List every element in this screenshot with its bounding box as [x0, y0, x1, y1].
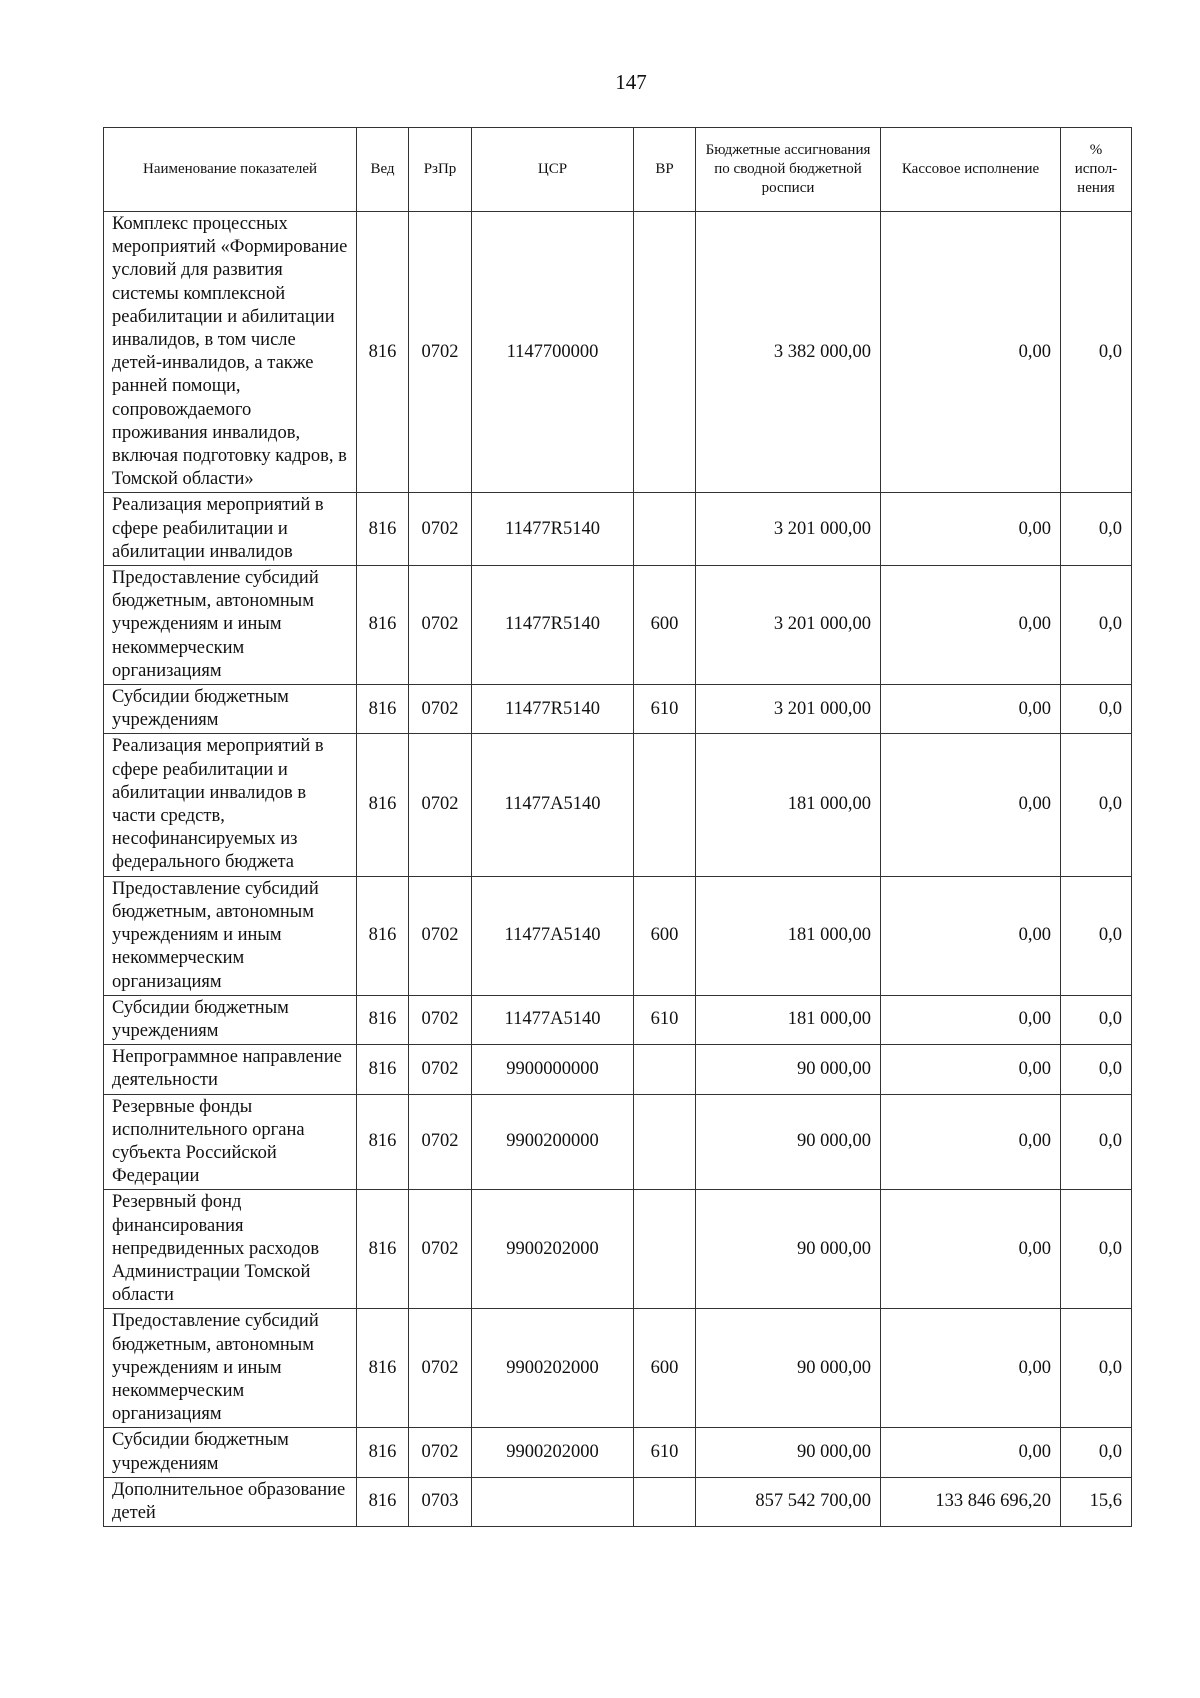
cell-cash-execution: 0,00 — [881, 734, 1061, 876]
header-name: Наименование показателей — [104, 128, 357, 212]
cell-rzpr: 0702 — [409, 566, 472, 685]
cell-cash-execution: 133 846 696,20 — [881, 1477, 1061, 1526]
cell-cash-execution: 0,00 — [881, 1094, 1061, 1190]
cell-budget-allocation: 857 542 700,00 — [696, 1477, 881, 1526]
cell-execution-percent: 0,0 — [1061, 685, 1132, 734]
cell-execution-percent: 0,0 — [1061, 1428, 1132, 1477]
cell-ved: 816 — [357, 212, 409, 493]
cell-name: Комплекс процессных мероприятий «Формирование условий для развития системы комплексной реабилитации и абилитации инвалидов, в том числе детей-инвалидов, а также ранней помощи, сопровождаемого проживания инвалидов, включая подготовку кадров, в Томской области» — [104, 212, 357, 493]
cell-vr: 600 — [634, 876, 696, 995]
cell-name: Реализация мероприятий в сфере реабилитации и абилитации инвалидов в части средств, несофинансируемых из федерального бюджета — [104, 734, 357, 876]
table-row — [104, 995, 1132, 1044]
table-row — [104, 876, 1132, 995]
page-number: 147 — [615, 70, 647, 94]
table-row — [104, 1045, 1132, 1094]
table-body — [104, 212, 1132, 1527]
cell-execution-percent: 0,0 — [1061, 493, 1132, 566]
cell-rzpr: 0702 — [409, 1045, 472, 1094]
header-cash-execution: Кассовое исполнение — [881, 128, 1061, 212]
cell-execution-percent: 0,0 — [1061, 566, 1132, 685]
cell-budget-allocation: 90 000,00 — [696, 1309, 881, 1428]
table-row — [104, 212, 1132, 493]
cell-vr — [634, 1190, 696, 1309]
cell-rzpr: 0702 — [409, 876, 472, 995]
table-row — [104, 1094, 1132, 1190]
cell-cash-execution: 0,00 — [881, 1428, 1061, 1477]
cell-ved: 816 — [357, 1094, 409, 1190]
cell-budget-allocation: 90 000,00 — [696, 1428, 881, 1477]
cell-cash-execution: 0,00 — [881, 212, 1061, 493]
cell-budget-allocation: 181 000,00 — [696, 876, 881, 995]
cell-cash-execution: 0,00 — [881, 1309, 1061, 1428]
cell-execution-percent: 0,0 — [1061, 212, 1132, 493]
budget-execution-table — [103, 127, 1132, 1527]
cell-budget-allocation: 3 201 000,00 — [696, 493, 881, 566]
cell-rzpr: 0703 — [409, 1477, 472, 1526]
cell-name: Субсидии бюджетным учреждениям — [104, 685, 357, 734]
cell-vr — [634, 493, 696, 566]
cell-rzpr: 0702 — [409, 212, 472, 493]
cell-csr: 9900202000 — [472, 1309, 634, 1428]
cell-vr — [634, 734, 696, 876]
cell-budget-allocation: 3 201 000,00 — [696, 685, 881, 734]
table-row — [104, 493, 1132, 566]
cell-name: Резервные фонды исполнительного органа субъекта Российской Федерации — [104, 1094, 357, 1190]
cell-vr: 600 — [634, 566, 696, 685]
cell-execution-percent: 0,0 — [1061, 1094, 1132, 1190]
header-execution-percent: % испол-нения — [1061, 128, 1132, 212]
cell-vr: 610 — [634, 995, 696, 1044]
cell-rzpr: 0702 — [409, 685, 472, 734]
cell-ved: 816 — [357, 1309, 409, 1428]
cell-cash-execution: 0,00 — [881, 493, 1061, 566]
cell-cash-execution: 0,00 — [881, 1190, 1061, 1309]
cell-execution-percent: 15,6 — [1061, 1477, 1132, 1526]
table-row — [104, 685, 1132, 734]
cell-csr: 1147700000 — [472, 212, 634, 493]
cell-execution-percent: 0,0 — [1061, 1045, 1132, 1094]
cell-ved: 816 — [357, 685, 409, 734]
cell-csr: 9900000000 — [472, 1045, 634, 1094]
cell-budget-allocation: 90 000,00 — [696, 1190, 881, 1309]
cell-csr: 9900202000 — [472, 1190, 634, 1309]
cell-csr: 11477A5140 — [472, 734, 634, 876]
cell-ved: 816 — [357, 1477, 409, 1526]
cell-ved: 816 — [357, 1428, 409, 1477]
cell-name: Субсидии бюджетным учреждениям — [104, 995, 357, 1044]
table-row — [104, 1428, 1132, 1477]
cell-rzpr: 0702 — [409, 493, 472, 566]
cell-name: Непрограммное направление деятельности — [104, 1045, 357, 1094]
cell-execution-percent: 0,0 — [1061, 734, 1132, 876]
cell-cash-execution: 0,00 — [881, 1045, 1061, 1094]
cell-vr: 610 — [634, 1428, 696, 1477]
cell-csr: 11477A5140 — [472, 876, 634, 995]
cell-csr: 9900200000 — [472, 1094, 634, 1190]
cell-budget-allocation: 3 382 000,00 — [696, 212, 881, 493]
cell-csr — [472, 1477, 634, 1526]
cell-name: Предоставление субсидий бюджетным, автономным учреждениям и иным некоммерческим организациям — [104, 876, 357, 995]
table-row — [104, 566, 1132, 685]
cell-csr: 11477R5140 — [472, 493, 634, 566]
cell-vr: 600 — [634, 1309, 696, 1428]
cell-vr: 610 — [634, 685, 696, 734]
cell-rzpr: 0702 — [409, 1309, 472, 1428]
cell-execution-percent: 0,0 — [1061, 1190, 1132, 1309]
cell-vr — [634, 1477, 696, 1526]
cell-vr — [634, 1094, 696, 1190]
cell-cash-execution: 0,00 — [881, 995, 1061, 1044]
cell-cash-execution: 0,00 — [881, 685, 1061, 734]
table-row — [104, 734, 1132, 876]
cell-name: Предоставление субсидий бюджетным, автономным учреждениям и иным некоммерческим организациям — [104, 566, 357, 685]
header-rzpr: РзПр — [409, 128, 472, 212]
header-vr: ВР — [634, 128, 696, 212]
cell-csr: 9900202000 — [472, 1428, 634, 1477]
cell-ved: 816 — [357, 734, 409, 876]
cell-cash-execution: 0,00 — [881, 876, 1061, 995]
cell-ved: 816 — [357, 493, 409, 566]
cell-csr: 11477A5140 — [472, 995, 634, 1044]
header-ved: Вед — [357, 128, 409, 212]
cell-rzpr: 0702 — [409, 1190, 472, 1309]
cell-rzpr: 0702 — [409, 734, 472, 876]
cell-csr: 11477R5140 — [472, 685, 634, 734]
table-row — [104, 1477, 1132, 1526]
cell-budget-allocation: 90 000,00 — [696, 1045, 881, 1094]
cell-name: Реализация мероприятий в сфере реабилитации и абилитации инвалидов — [104, 493, 357, 566]
cell-vr — [634, 212, 696, 493]
cell-name: Дополнительное образование детей — [104, 1477, 357, 1526]
cell-ved: 816 — [357, 1190, 409, 1309]
cell-execution-percent: 0,0 — [1061, 1309, 1132, 1428]
cell-ved: 816 — [357, 1045, 409, 1094]
cell-name: Предоставление субсидий бюджетным, автономным учреждениям и иным некоммерческим организациям — [104, 1309, 357, 1428]
cell-ved: 816 — [357, 876, 409, 995]
cell-name: Резервный фонд финансирования непредвиденных расходов Администрации Томской области — [104, 1190, 357, 1309]
cell-budget-allocation: 90 000,00 — [696, 1094, 881, 1190]
cell-execution-percent: 0,0 — [1061, 995, 1132, 1044]
cell-vr — [634, 1045, 696, 1094]
cell-rzpr: 0702 — [409, 1094, 472, 1190]
cell-ved: 816 — [357, 566, 409, 685]
table-row — [104, 1309, 1132, 1428]
cell-budget-allocation: 181 000,00 — [696, 734, 881, 876]
cell-rzpr: 0702 — [409, 995, 472, 1044]
header-csr: ЦСР — [472, 128, 634, 212]
header-budget-allocation: Бюджетные ассигнования по сводной бюджетной росписи — [696, 128, 881, 212]
table-row — [104, 1190, 1132, 1309]
cell-execution-percent: 0,0 — [1061, 876, 1132, 995]
table-header-row — [104, 128, 1132, 212]
cell-budget-allocation: 3 201 000,00 — [696, 566, 881, 685]
cell-cash-execution: 0,00 — [881, 566, 1061, 685]
cell-ved: 816 — [357, 995, 409, 1044]
cell-rzpr: 0702 — [409, 1428, 472, 1477]
cell-csr: 11477R5140 — [472, 566, 634, 685]
cell-name: Субсидии бюджетным учреждениям — [104, 1428, 357, 1477]
cell-budget-allocation: 181 000,00 — [696, 995, 881, 1044]
